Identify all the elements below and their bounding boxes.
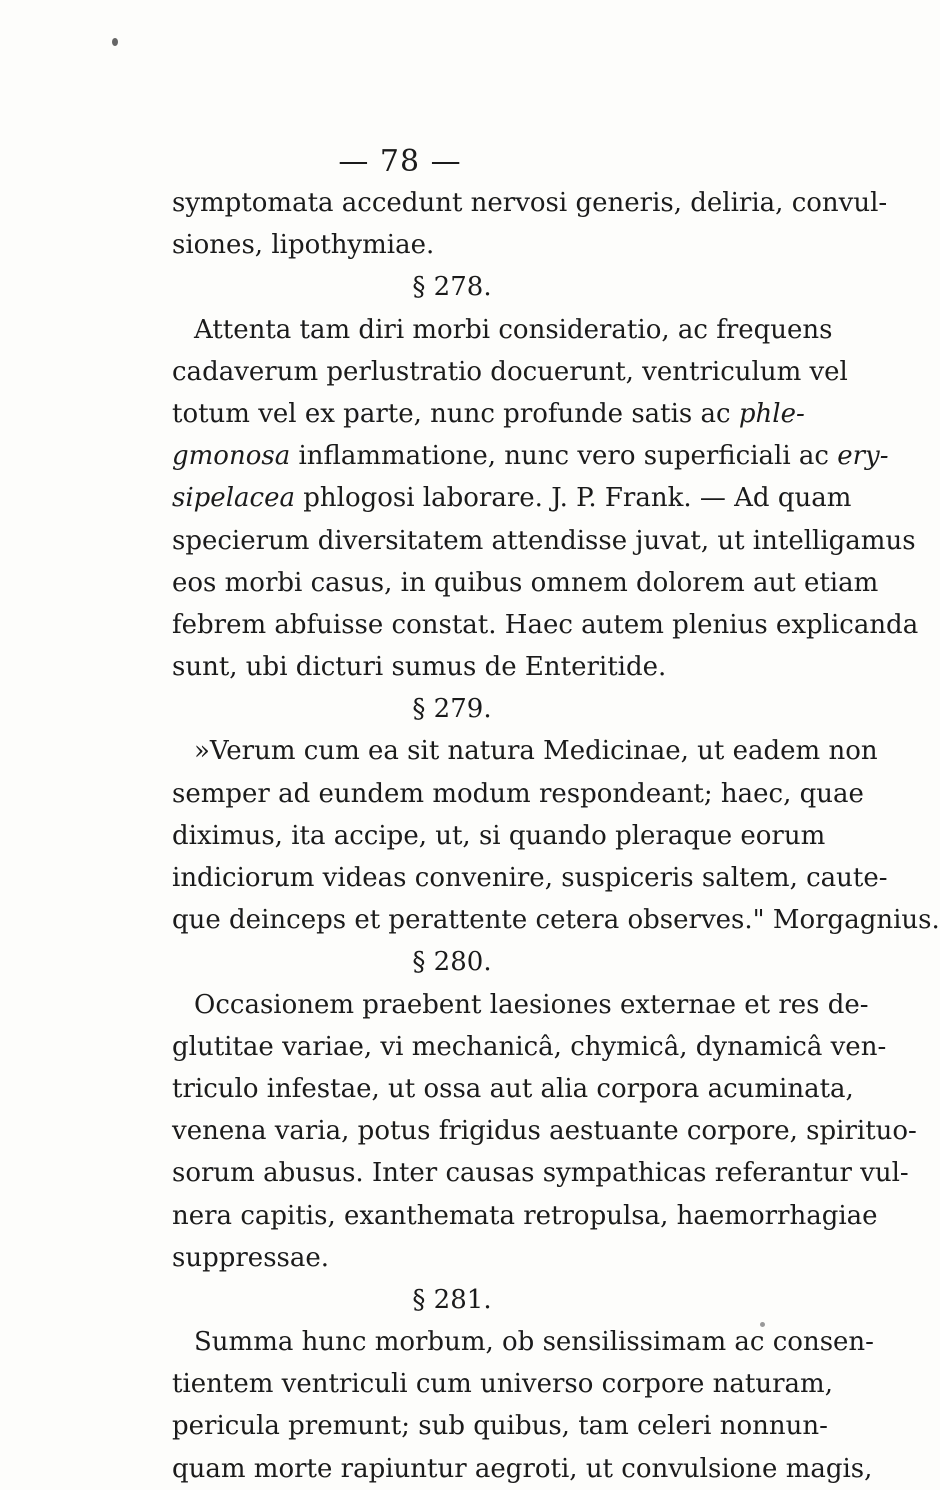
paragraph-first-line: Summa hunc morbum, ob sensilissimam ac consen- [194, 1327, 874, 1358]
text-line: triculo infestae, ut ossa aut alia corpora acuminata, [172, 1073, 854, 1104]
section-heading: § 279. [412, 694, 492, 725]
ink-speck [760, 1322, 765, 1327]
text-line [172, 435, 889, 477]
paragraph-first-line: Attenta tam diri morbi consideratio, ac frequens [194, 314, 833, 345]
text-line: que deinceps et perattente cetera observes." Morgagnius. [172, 905, 940, 936]
italic-term: sipelacea [172, 483, 295, 514]
ink-speck [112, 38, 118, 46]
text-line: indiciorum videas convenire, suspiceris saltem, caute- [172, 863, 888, 893]
text-line: pericula premunt; sub quibus, tam celeri nonnun- [172, 1411, 828, 1442]
text-line: symptomata accedunt nervosi generis, deliria, convul- [172, 188, 888, 218]
text-line: cadaverum perlustratio docuerunt, ventriculum vel [172, 356, 848, 387]
text-line: sorum abusus. Inter causas sympathicas referantur vul- [172, 1158, 909, 1189]
text-line: sunt, ubi dicturi sumus de Enteritide. [172, 652, 667, 683]
text-line: specierum diversitatem attendisse juvat, ut intelligamus [172, 525, 916, 556]
italic-term: phle- [738, 398, 805, 429]
body-text [172, 182, 940, 1490]
italic-term: ery- [837, 441, 889, 472]
text-line: siones, lipothymiae. [172, 230, 435, 261]
text-line: semper ad eundem modum respondeant; haec, quae [172, 778, 864, 809]
text-line: febrem abfuisse constat. Haec autem plenius explicanda [172, 609, 919, 640]
section-heading: § 281. [412, 1284, 492, 1315]
section-heading: § 280. [412, 947, 492, 978]
text-line: quam morte rapiuntur aegroti, ut convulsione magis, [172, 1453, 873, 1484]
text-line: diximus, ita accipe, ut, si quando pleraque eorum [172, 820, 826, 851]
text-line: suppressae. [172, 1242, 330, 1273]
text-line: nera capitis, exanthemata retropulsa, haemorrhagiae [172, 1200, 878, 1231]
text-run: inflammatione, nunc vero superficiali ac [290, 441, 838, 472]
text-line: tientem ventriculi cum universo corpore naturam, [172, 1369, 833, 1400]
text-line [172, 477, 852, 519]
text-line: eos morbi casus, in quibus omnem dolorem aut etiam [172, 567, 879, 598]
paragraph-first-line: Occasionem praebent laesiones externae et res de- [194, 989, 869, 1020]
text-line [172, 393, 805, 435]
text-run: phlogosi laborare. J. P. Frank. — Ad quam [294, 483, 852, 514]
paragraph-first-line: »Verum cum ea sit natura Medicinae, ut eadem non [194, 736, 878, 767]
text-run: totum vel ex parte, nunc profunde satis ac [172, 398, 739, 429]
page-number: — 78 — [338, 144, 462, 179]
section-heading: § 278. [412, 272, 492, 303]
text-line: glutitae variae, vi mechanicâ, chymicâ, dynamicâ ven- [172, 1031, 887, 1062]
text-line: venena varia, potus frigidus aestuante corpore, spirituo- [172, 1116, 917, 1147]
italic-term: gmonosa [172, 441, 291, 472]
